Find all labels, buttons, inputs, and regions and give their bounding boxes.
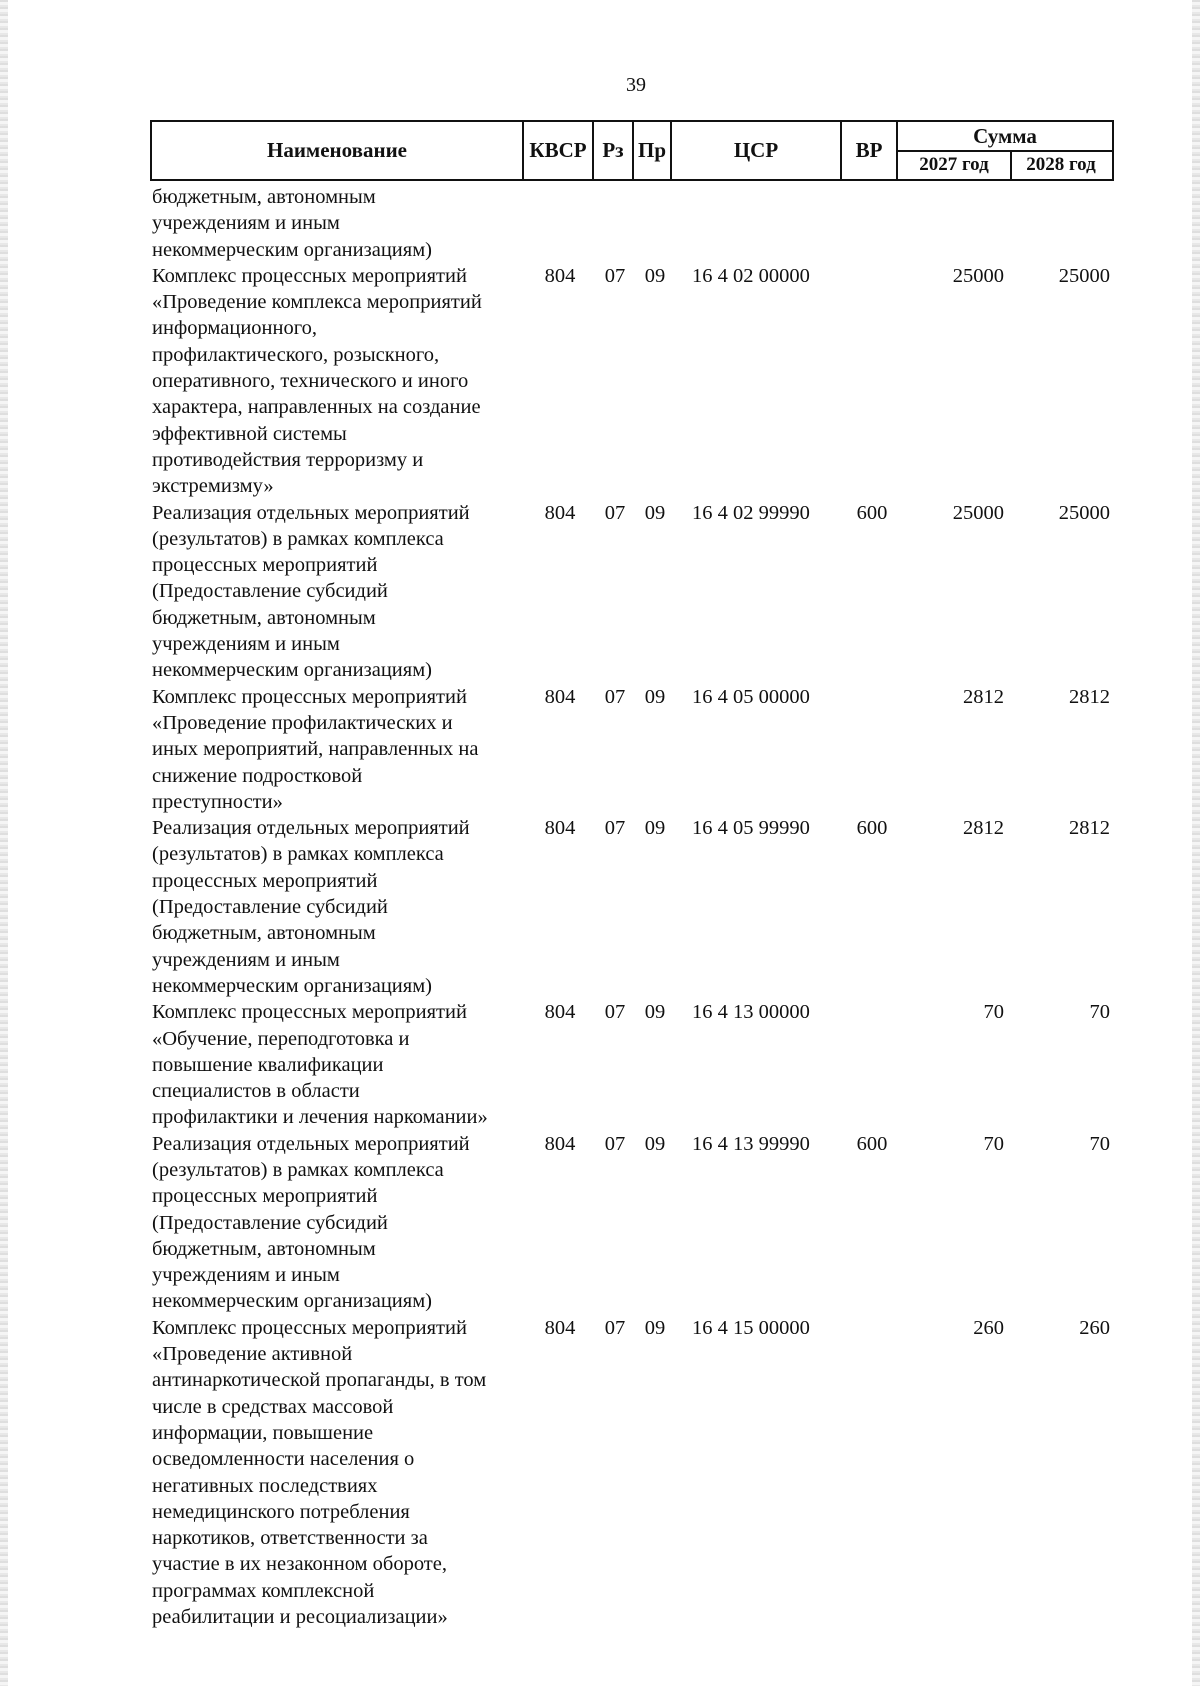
cell-sum-2027: 2812 — [963, 817, 1004, 840]
cell-sum-2028: 70 — [1089, 1001, 1110, 1024]
cell-csr: 16 4 05 00000 — [692, 685, 810, 708]
cell-rz: 07 — [604, 1316, 626, 1339]
cell-pr: 09 — [644, 1132, 666, 1155]
cell-vr: 600 — [856, 817, 888, 840]
cell-name: Комплекс процессных мероприятий «Обучение, переподготовка и повышение квалификации специалистов в области профилактики и лечения наркомании» — [152, 1001, 488, 1129]
cell-kvsr: 804 — [544, 1316, 576, 1339]
page-number: 39 — [626, 74, 646, 96]
cell-pr: 09 — [644, 501, 666, 524]
cell-csr: 16 4 02 99990 — [692, 501, 810, 524]
cell-sum-2027: 25000 — [952, 264, 1004, 287]
cell-rz: 07 — [604, 1132, 626, 1155]
cell-sum-2028: 70 — [1089, 1132, 1110, 1155]
table-body — [152, 184, 1112, 1630]
cell-sum-2027: 2812 — [963, 685, 1004, 708]
cell-sum-2028: 2812 — [1069, 817, 1110, 840]
table-row — [152, 184, 1112, 263]
cell-rz: 07 — [604, 1001, 626, 1024]
cell-rz: 07 — [604, 501, 626, 524]
cell-name: Реализация отдельных мероприятий (результатов) в рамках комплекса процессных мероприятий (Предоставление субсидий бюджетным, автономным учреждениям и иным некоммерческим организациям) — [152, 1132, 470, 1313]
header-name: Наименование — [152, 122, 524, 179]
cell-pr: 09 — [644, 1001, 666, 1024]
header-csr: ЦСР — [672, 122, 842, 179]
cell-kvsr: 804 — [544, 1132, 576, 1155]
cell-sum-2027: 70 — [983, 1001, 1004, 1024]
cell-name: Реализация отдельных мероприятий (результатов) в рамках комплекса процессных мероприятий (Предоставление субсидий бюджетным, автономным учреждениям и иным некоммерческим организациям) — [152, 501, 470, 682]
table-row — [152, 815, 1112, 999]
cell-name: Реализация отдельных мероприятий (результатов) в рамках комплекса процессных мероприятий (Предоставление субсидий бюджетным, автономным учреждениям и иным некоммерческим организациям) — [152, 817, 470, 997]
header-sum: Сумма — [898, 122, 1112, 152]
cell-csr: 16 4 05 99990 — [692, 817, 810, 840]
cell-sum-2028: 25000 — [1058, 264, 1110, 287]
cell-sum-2028: 25000 — [1058, 501, 1110, 524]
scan-edge-left — [0, 0, 8, 1686]
header-rz: Рз — [594, 122, 634, 179]
cell-name: бюджетным, автономным учреждениям и иным некоммерческим организациям) — [152, 186, 432, 261]
scan-edge-right — [1192, 0, 1200, 1686]
cell-vr: 600 — [856, 501, 888, 524]
header-pr: Пр — [634, 122, 672, 179]
cell-sum-2027: 70 — [983, 1132, 1004, 1155]
header-kvsr: КВСР — [524, 122, 594, 179]
cell-rz: 07 — [604, 685, 626, 708]
table-row — [152, 999, 1112, 1130]
table-row — [152, 263, 1112, 500]
cell-kvsr: 804 — [544, 685, 576, 708]
cell-kvsr: 804 — [544, 1001, 576, 1024]
cell-pr: 09 — [644, 817, 666, 840]
table-header — [150, 120, 1114, 181]
table-row — [152, 684, 1112, 815]
cell-pr: 09 — [644, 1316, 666, 1339]
cell-sum-2028: 260 — [1079, 1316, 1110, 1339]
cell-kvsr: 804 — [544, 501, 576, 524]
cell-vr: 600 — [856, 1132, 888, 1155]
cell-name: Комплекс процессных мероприятий «Проведение активной антинаркотической пропаганды, в том числе в средствах массовой информации, повышение осведомленности населения о негативных последствиях немедицинского потребления наркотиков, ответственности за участие в их незаконном обороте, программах комплексной реабилитации и ресоциализации» — [152, 1316, 487, 1629]
table-row — [152, 500, 1112, 684]
cell-pr: 09 — [644, 685, 666, 708]
cell-csr: 16 4 13 00000 — [692, 1001, 810, 1024]
table-row — [152, 1315, 1112, 1631]
cell-pr: 09 — [644, 264, 666, 287]
header-year-2028: 2028 год — [1026, 153, 1096, 175]
table-row — [152, 1131, 1112, 1315]
cell-rz: 07 — [604, 817, 626, 840]
cell-name: Комплекс процессных мероприятий «Проведение профилактических и иных мероприятий, направленных на снижение подростковой преступности» — [152, 685, 479, 813]
cell-kvsr: 804 — [544, 264, 576, 287]
cell-csr: 16 4 13 99990 — [692, 1132, 810, 1155]
cell-sum-2027: 25000 — [952, 501, 1004, 524]
cell-kvsr: 804 — [544, 817, 576, 840]
cell-sum-2027: 260 — [973, 1316, 1004, 1339]
cell-name: Комплекс процессных мероприятий «Проведение комплекса мероприятий информационного, профилактического, розыскного, оперативного, технического и иного характера, направленных на создание эффективной системы противодействия терроризму и экстремизму» — [152, 264, 482, 498]
header-vr: ВР — [842, 122, 898, 179]
header-year-2027: 2027 год — [898, 150, 1012, 179]
cell-csr: 16 4 02 00000 — [692, 264, 810, 287]
cell-rz: 07 — [604, 264, 626, 287]
cell-csr: 16 4 15 00000 — [692, 1316, 810, 1339]
cell-sum-2028: 2812 — [1069, 685, 1110, 708]
